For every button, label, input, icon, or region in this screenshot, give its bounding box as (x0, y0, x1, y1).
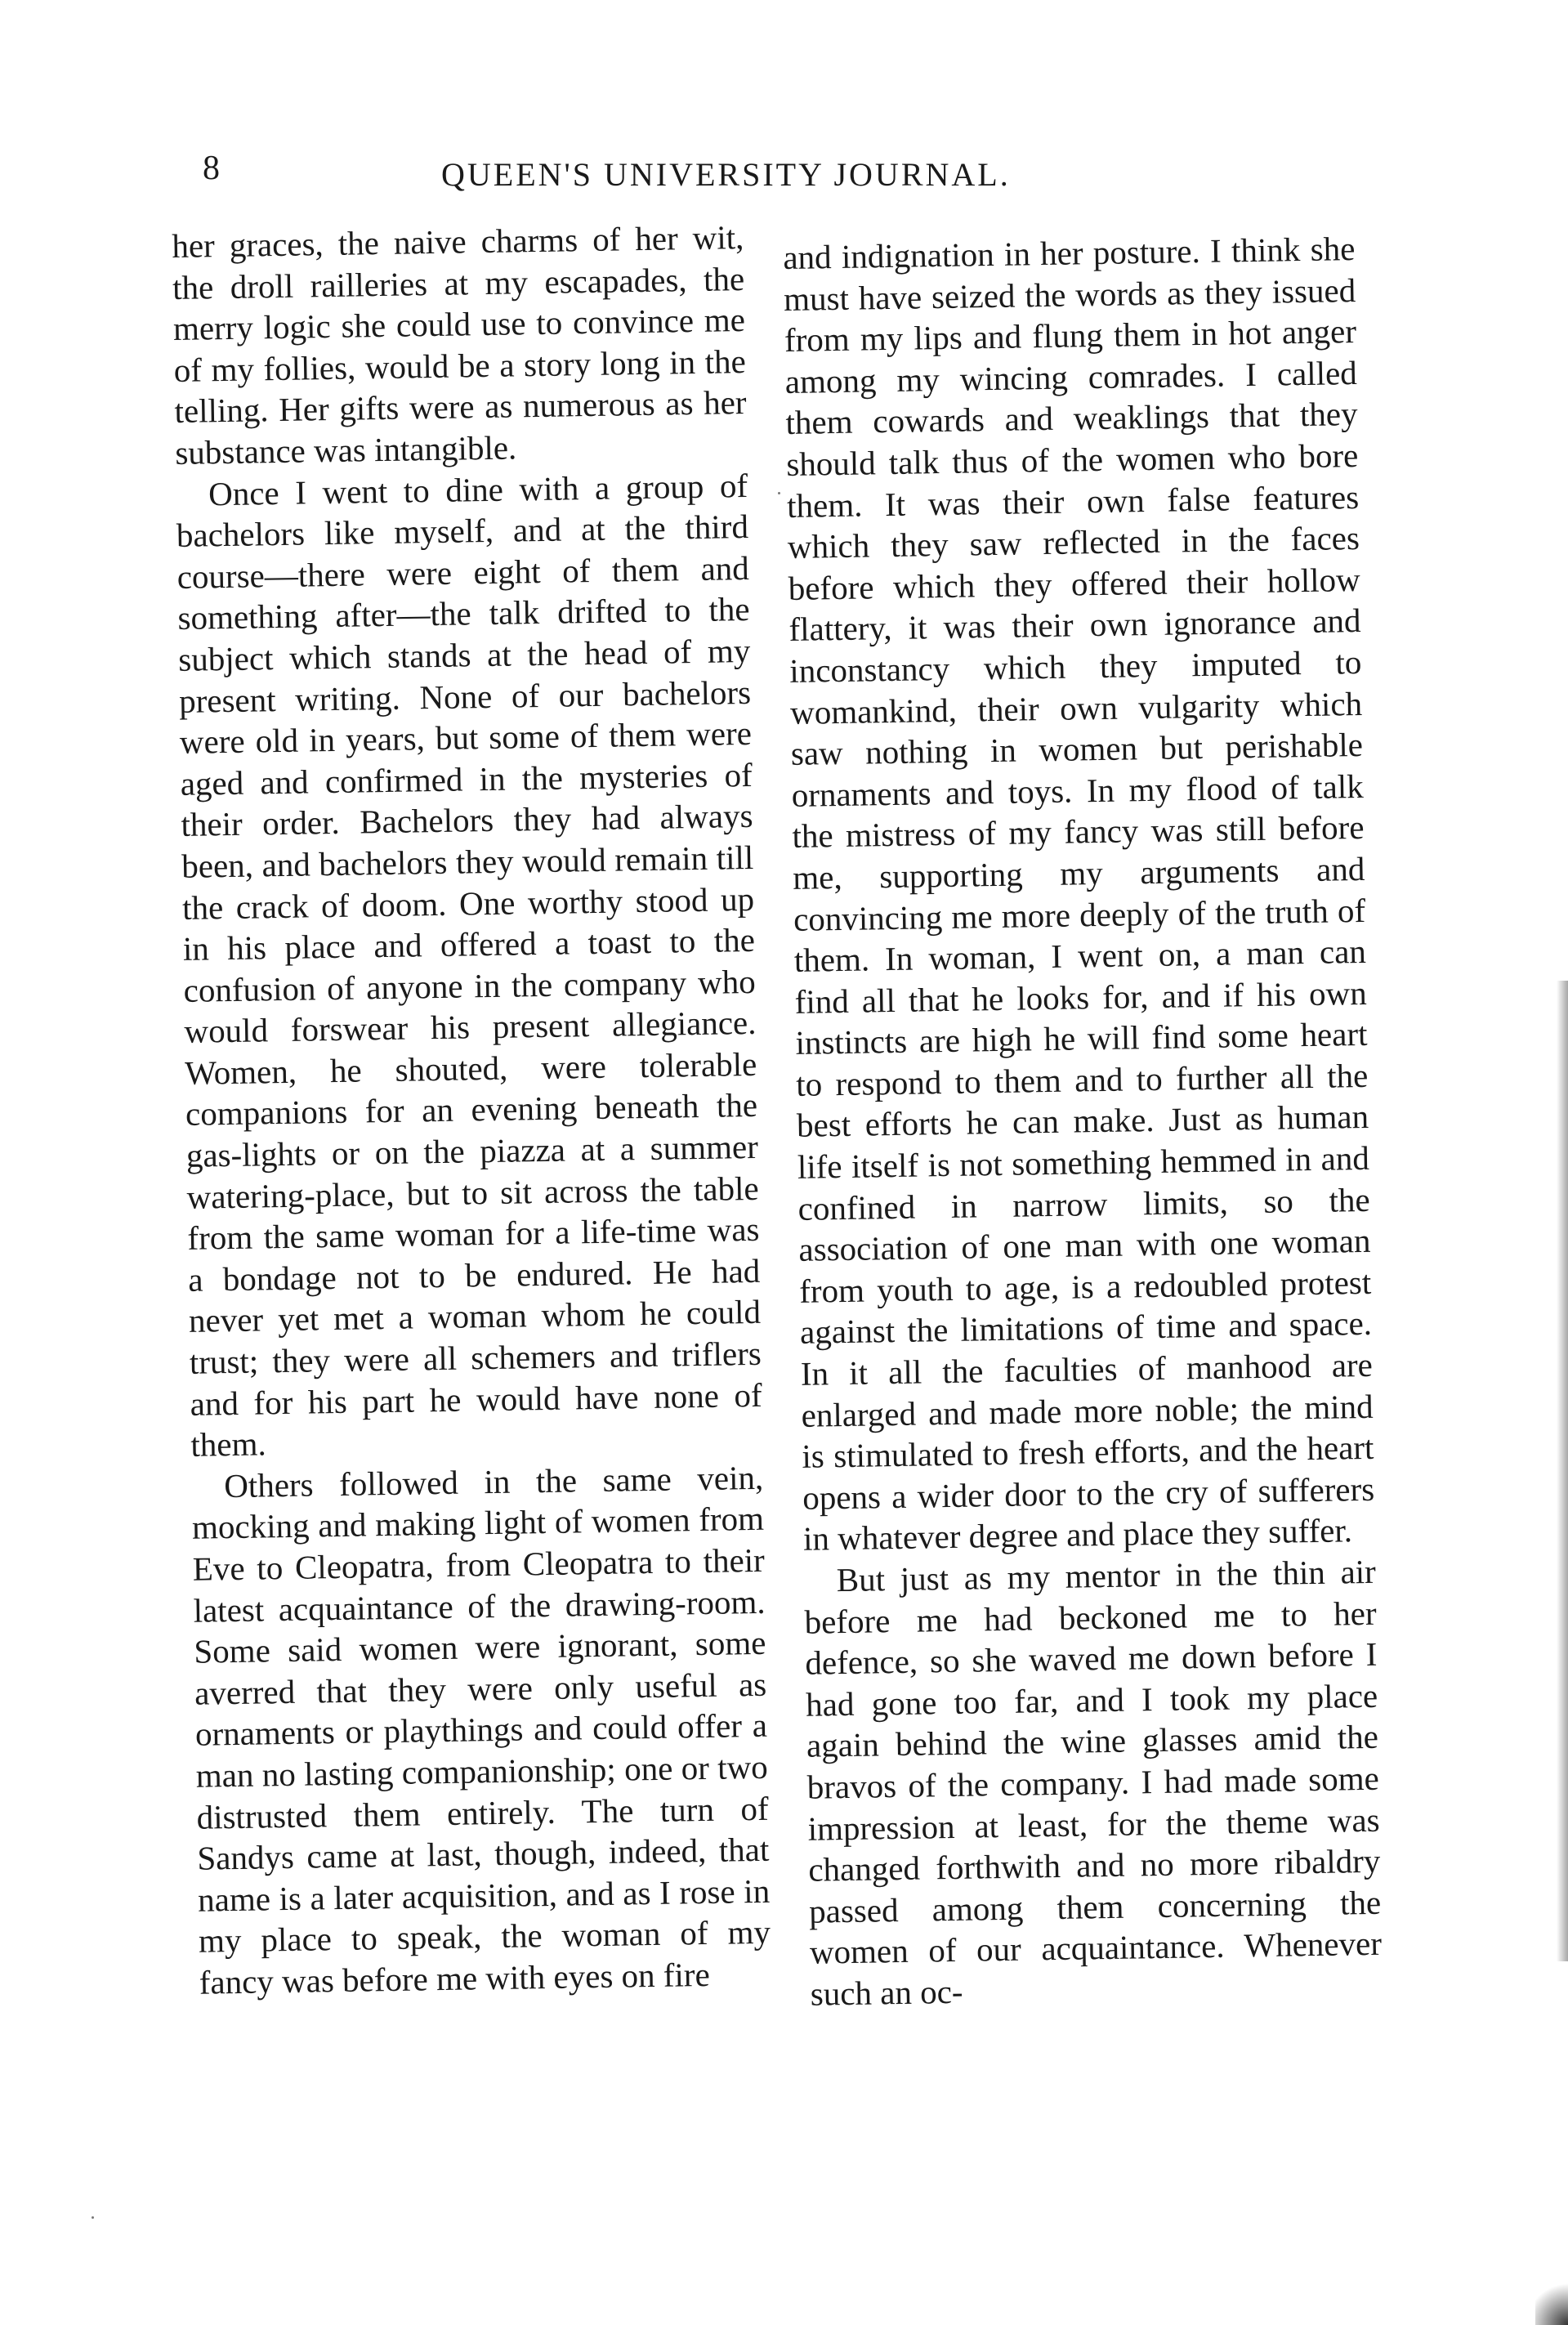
paragraph: But just as my mentor in the thin air before me had beckoned me to her defence, so she waved me down before I had gone too far, and I took my place again behind the wine glasses amid the bravos of the company. I had made some impression at least, for the theme was changed forthwith and no more ribaldry passed among them concerning the women of our acquaintance. Whenever such an oc- (804, 1552, 1383, 2013)
paragraph: Once I went to dine with a group of bachelors like myself, and at the third course—there were eight of them and something after—the talk drifted to the subject which stands at the head of my present writing. None of our bachelors were old in years, but some of them were aged and confirmed in the mysteries of their order. Bachelors they had always been, and bachelors they would remain till the crack of doom. One worthy stood up in his place and offered a toast to the confusion of anyone in the company who would forswear his present allegiance. Women, he shouted, were tolerable companions for an evening beneath the gas-lights or on the piazza at a summer watering-place, but to sit across the table from the same woman for a life-time was a bondage not to be endured. He had never yet met a woman whom he could trust; they were all schemers and triflers and for his part he would have none of them. (176, 466, 762, 1464)
paragraph: Others followed in the same vein, mocking and making light of women from Eve to Cleopatra, from Cleopatra to their latest acquaintance of the drawing-room. Some said women were ignorant, some averred that they were only useful as ornaments or playthings and could offer a man no lasting companionship; one or two distrusted them entirely. The turn of Sandys came at last, though, indeed, that name is a later acquisition, and as I rose in my place to speak, the woman of my fancy was before me with eyes on fire (191, 1458, 771, 2001)
scan-speck (92, 2216, 94, 2219)
paragraph: her graces, the naive charms of her wit, the droll railleries at my escapades, the merry logic she could use to convince me of my follies, would be a story long in the telling. Her gifts were as numerous as her substance was intangible. (172, 218, 747, 472)
paragraph: and indignation in her posture. I think she must have seized the words as they issued from my lips and flung them in hot anger among my wincing comrades. I called them cowards and weaklings that they should talk thus of the women who bore them. It was their own false features which they saw reflected in the faces before which they offered their hollow flattery, it was their own ignorance and inconstancy which they imputed to womankind, their own vulgarity which saw nothing in women but perishable ornaments and toys. In my flood of talk the mistress of my fancy was still before me, supporting my arguments and convincing me more deeply of the truth of them. In woman, I went on, a man can find all that he looks for, and if his own instincts are high he will find some heart to respond to them and to further all the best efforts he can make. Just as human life itself is not something hemmed in and confined in narrow limits, so the association of one man with one woman from youth to age, is a redoubled protest against the limitations of time and space. In it all the faculties of manhood are enlarged and made more noble; the mind is stimulated to fresh efforts, and the heart opens a wider door to the cry of sufferers in whatever degree and place they suffer. (783, 230, 1375, 1558)
left-column (172, 217, 771, 2003)
running-head: QUEEN'S UNIVERSITY JOURNAL. (441, 156, 1011, 193)
right-column (783, 228, 1383, 2014)
scan-speck (778, 492, 780, 494)
page-number: 8 (203, 150, 221, 187)
corner-smudge (1535, 2276, 1568, 2325)
binding-shadow (1557, 981, 1568, 1961)
